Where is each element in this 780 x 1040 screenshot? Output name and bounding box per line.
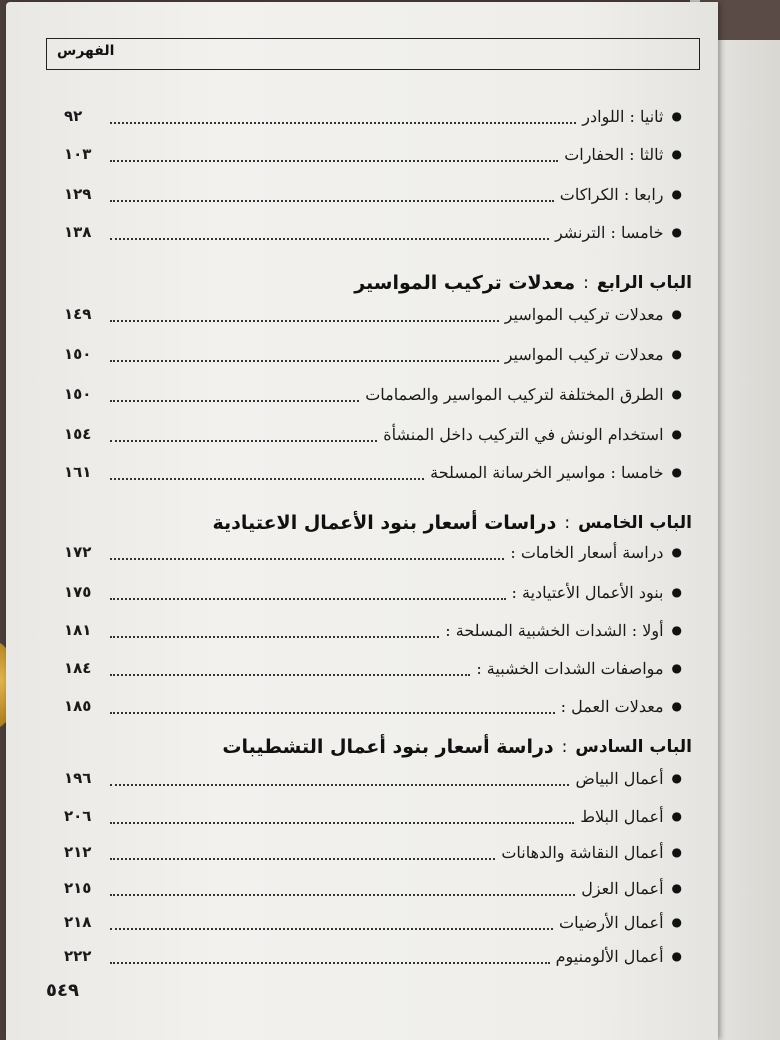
- leader-dots: [110, 359, 499, 362]
- entry-text: أعمال الألومنيوم: [555, 946, 664, 966]
- entry-text: خامسا : مواسير الخرسانة المسلحة: [430, 462, 664, 482]
- entry-page: ١٥٠: [64, 345, 92, 363]
- toc-entry[interactable]: [64, 218, 682, 246]
- entry-page: ١٢٩: [64, 185, 92, 203]
- toc-entry[interactable]: [64, 420, 682, 448]
- chapter-title: معدلات تركيب المواسير: [354, 272, 576, 294]
- toc-entry[interactable]: [64, 102, 682, 130]
- bullet-icon: ●: [671, 949, 682, 963]
- leader-dots: [110, 711, 555, 714]
- leader-dots: [110, 121, 576, 124]
- leader-dots: [110, 159, 558, 162]
- toc-entry[interactable]: [64, 180, 682, 208]
- toc-entry[interactable]: [64, 538, 682, 566]
- bullet-icon: ●: [671, 845, 682, 859]
- leader-dots: [110, 821, 574, 824]
- leader-dots: [110, 857, 495, 860]
- bullet-icon: ●: [671, 545, 682, 559]
- entry-text: معدلات تركيب المواسير: [504, 304, 664, 324]
- chapter-label: الباب الخامس: [578, 513, 692, 533]
- entry-page: ١٣٨: [64, 223, 92, 241]
- toc-entry[interactable]: [64, 838, 682, 866]
- toc-entry[interactable]: [64, 578, 682, 606]
- chapter-heading[interactable]: الباب السادس : دراسة أسعار بنود أعمال التشطيبات: [222, 736, 692, 758]
- leader-dots: [110, 319, 499, 322]
- toc-entry[interactable]: [64, 654, 682, 682]
- entry-text: ثالثا : الحفارات: [564, 144, 664, 164]
- entry-text: معدلات تركيب المواسير: [504, 344, 664, 364]
- entry-text: مواصفات الشدات الخشبية :: [476, 658, 664, 678]
- entry-text: استخدام الونش في التركيب داخل المنشأة: [383, 424, 664, 444]
- chapter-title: دراسة أسعار بنود أعمال التشطيبات: [222, 736, 554, 758]
- bullet-icon: ●: [671, 225, 682, 239]
- leader-dots: [110, 557, 504, 560]
- bullet-icon: ●: [671, 187, 682, 201]
- entry-page: ٢١٢: [64, 843, 92, 861]
- entry-text: ثانيا : اللوادر: [582, 106, 664, 126]
- entry-page: ٢٢٢: [64, 947, 92, 965]
- bullet-icon: ●: [671, 109, 682, 123]
- chapter-heading[interactable]: الباب الرابع : معدلات تركيب المواسير: [354, 272, 692, 294]
- entry-page: ٢٠٦: [64, 807, 92, 825]
- entry-page: ٢١٨: [64, 913, 92, 931]
- entry-page: ١٦١: [64, 463, 92, 481]
- toc-entry[interactable]: [64, 616, 682, 644]
- bullet-icon: ●: [671, 147, 682, 161]
- bullet-icon: ●: [671, 771, 682, 785]
- toc-entry[interactable]: [64, 908, 682, 936]
- entry-page: ١٨٤: [64, 659, 92, 677]
- toc-entry[interactable]: [64, 764, 682, 792]
- leader-dots: [110, 783, 569, 786]
- entry-page: ١٤٩: [64, 305, 92, 323]
- bullet-icon: ●: [671, 387, 682, 401]
- toc-entry[interactable]: [64, 802, 682, 830]
- bullet-icon: ●: [671, 347, 682, 361]
- entry-page: ١٩٦: [64, 769, 92, 787]
- toc-entry[interactable]: [64, 692, 682, 720]
- bullet-icon: ●: [671, 661, 682, 675]
- page-number: ٥٤٩: [46, 980, 79, 1001]
- bullet-icon: ●: [671, 915, 682, 929]
- toc-entry[interactable]: [64, 140, 682, 168]
- entry-text: معدلات العمل :: [560, 696, 664, 716]
- bullet-icon: ●: [671, 465, 682, 479]
- entry-text: أعمال البلاط: [580, 806, 664, 826]
- entry-text: أعمال النقاشة والدهانات: [501, 842, 664, 862]
- entry-page: ١٨١: [64, 621, 92, 639]
- leader-dots: [110, 597, 506, 600]
- entry-text: أعمال البياض: [575, 768, 664, 788]
- header-title: الفهرس: [57, 43, 115, 59]
- entry-page: ١٧٥: [64, 583, 92, 601]
- entry-page: ٩٢: [64, 107, 83, 125]
- bullet-icon: ●: [671, 881, 682, 895]
- leader-dots: [110, 673, 470, 676]
- chapter-label: الباب السادس: [575, 737, 692, 757]
- bullet-icon: ●: [671, 307, 682, 321]
- bullet-icon: ●: [671, 585, 682, 599]
- entry-text: أعمال العزل: [581, 878, 664, 898]
- entry-text: أولا : الشدات الخشبية المسلحة :: [445, 620, 664, 640]
- chapter-label: الباب الرابع: [596, 273, 692, 293]
- leader-dots: [110, 477, 424, 480]
- entry-text: دراسة أسعار الخامات :: [510, 542, 664, 562]
- leader-dots: [110, 927, 553, 930]
- entry-text: أعمال الأرضيات: [559, 912, 664, 932]
- entry-page: ٢١٥: [64, 879, 92, 897]
- leader-dots: [110, 893, 575, 896]
- bullet-icon: ●: [671, 809, 682, 823]
- entry-text: خامسا : الترنشر: [554, 222, 664, 242]
- entry-page: ١٨٥: [64, 697, 92, 715]
- leader-dots: [110, 199, 554, 202]
- entry-page: ١٧٢: [64, 543, 92, 561]
- toc-entry[interactable]: [64, 874, 682, 902]
- bullet-icon: ●: [671, 623, 682, 637]
- bullet-icon: ●: [671, 427, 682, 441]
- chapter-heading[interactable]: الباب الخامس : دراسات أسعار بنود الأعمال الاعتيادية: [212, 512, 692, 534]
- leader-dots: [110, 439, 377, 442]
- toc-entry[interactable]: [64, 380, 682, 408]
- leader-dots: [110, 399, 359, 402]
- entry-page: ١٥٤: [64, 425, 92, 443]
- entry-text: الطرق المختلفة لتركيب المواسير والصمامات: [365, 384, 664, 404]
- toc-entry[interactable]: [64, 942, 682, 970]
- entry-text: رابعا : الكراكات: [559, 184, 664, 204]
- entry-page: ١٥٠: [64, 385, 92, 403]
- leader-dots: [110, 237, 549, 240]
- toc-entry[interactable]: [64, 340, 682, 368]
- entry-page: ١٠٣: [64, 145, 92, 163]
- entry-text: بنود الأعمال الأعتيادية :: [511, 582, 664, 602]
- toc-entry[interactable]: [64, 458, 682, 486]
- chapter-title: دراسات أسعار بنود الأعمال الاعتيادية: [212, 512, 557, 534]
- toc-entry[interactable]: [64, 300, 682, 328]
- bullet-icon: ●: [671, 699, 682, 713]
- leader-dots: [110, 961, 550, 964]
- leader-dots: [110, 635, 439, 638]
